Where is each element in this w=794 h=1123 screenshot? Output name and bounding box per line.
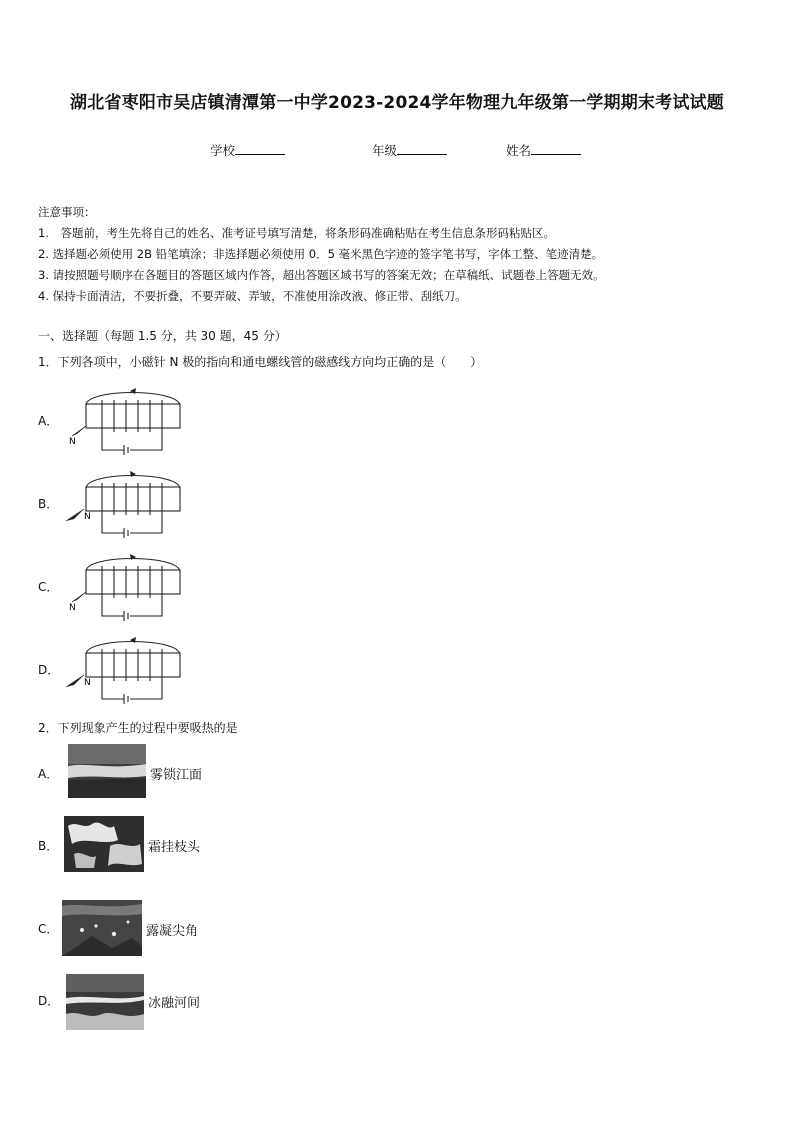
note-item: 1. 答题前，考生先将自己的姓名、准考证号填写清楚，将条形码准确粘贴在考生信息条形码粘贴区。 [38,226,555,240]
school-label: 学校 [210,143,236,158]
school-blank [235,142,285,155]
q2-option-c-caption: 露凝尖角 [146,924,199,939]
page-title: 湖北省枣阳市吴店镇清潭第一中学2023-2024学年物理九年级第一学期期末考试试题 [70,93,724,113]
note-item: 2. 选择题必须使用 2B 铅笔填涂；非选择题必须使用 0．5 毫米黑色字迹的签字笔书写，字体工整、笔迹清楚。 [38,247,604,261]
q2-option-a-label: A． [38,767,59,781]
needle-n-label: N [84,678,91,688]
frost-photo [64,816,144,872]
q2-option-d-caption: 冰融河间 [148,996,201,1011]
solenoid-diagram-a [62,384,192,456]
note-item: 4. 保持卡面清洁，不要折叠，不要弄破、弄皱，不准使用涂改液、修正带、刮纸刀。 [38,289,467,303]
note-item: 3. 请按照题号顺序在各题目的答题区域内作答，超出答题区域书写的答案无效；在草稿纸、试题卷上答题无效。 [38,268,605,282]
name-blank [531,142,581,155]
dew-photo [62,900,142,956]
ice-melting-photo [66,974,144,1030]
name-label: 姓名 [506,143,532,158]
question-1-text: 1．下列各项中，小磁针 N 极的指向和通电螺线管的磁感线方向均正确的是（ ） [38,355,483,369]
question-2-text: 2．下列现象产生的过程中要吸热的是 [38,721,238,735]
fog-photo [68,744,146,798]
q1-option-b-label: B． [38,497,59,511]
needle-n-label: N [84,512,91,522]
q2-option-b-label: B． [38,839,59,853]
section-heading: 一、选择题（每题 1.5 分，共 30 题，45 分） [38,329,287,343]
q2-option-c-label: C． [38,922,59,936]
solenoid-diagram-b [62,467,192,539]
school-field [210,141,285,159]
needle-n-label: N [69,603,76,613]
notes-block [38,202,605,307]
q2-option-a-caption: 雾锁江面 [150,768,203,783]
q1-option-c-label: C． [38,580,59,594]
grade-label: 年级 [372,143,398,158]
name-field [506,141,581,159]
solenoid-diagram-d [62,633,192,705]
solenoid-diagram-c [62,550,192,622]
grade-blank [397,142,447,155]
needle-n-label: N [69,437,76,447]
q1-option-a-label: A． [38,414,59,428]
q2-option-d-label: D． [38,994,60,1008]
q1-option-d-label: D． [38,663,60,677]
notes-heading: 注意事项： [38,205,96,219]
q2-option-b-caption: 霜挂枝头 [148,840,201,855]
grade-field [372,141,447,159]
